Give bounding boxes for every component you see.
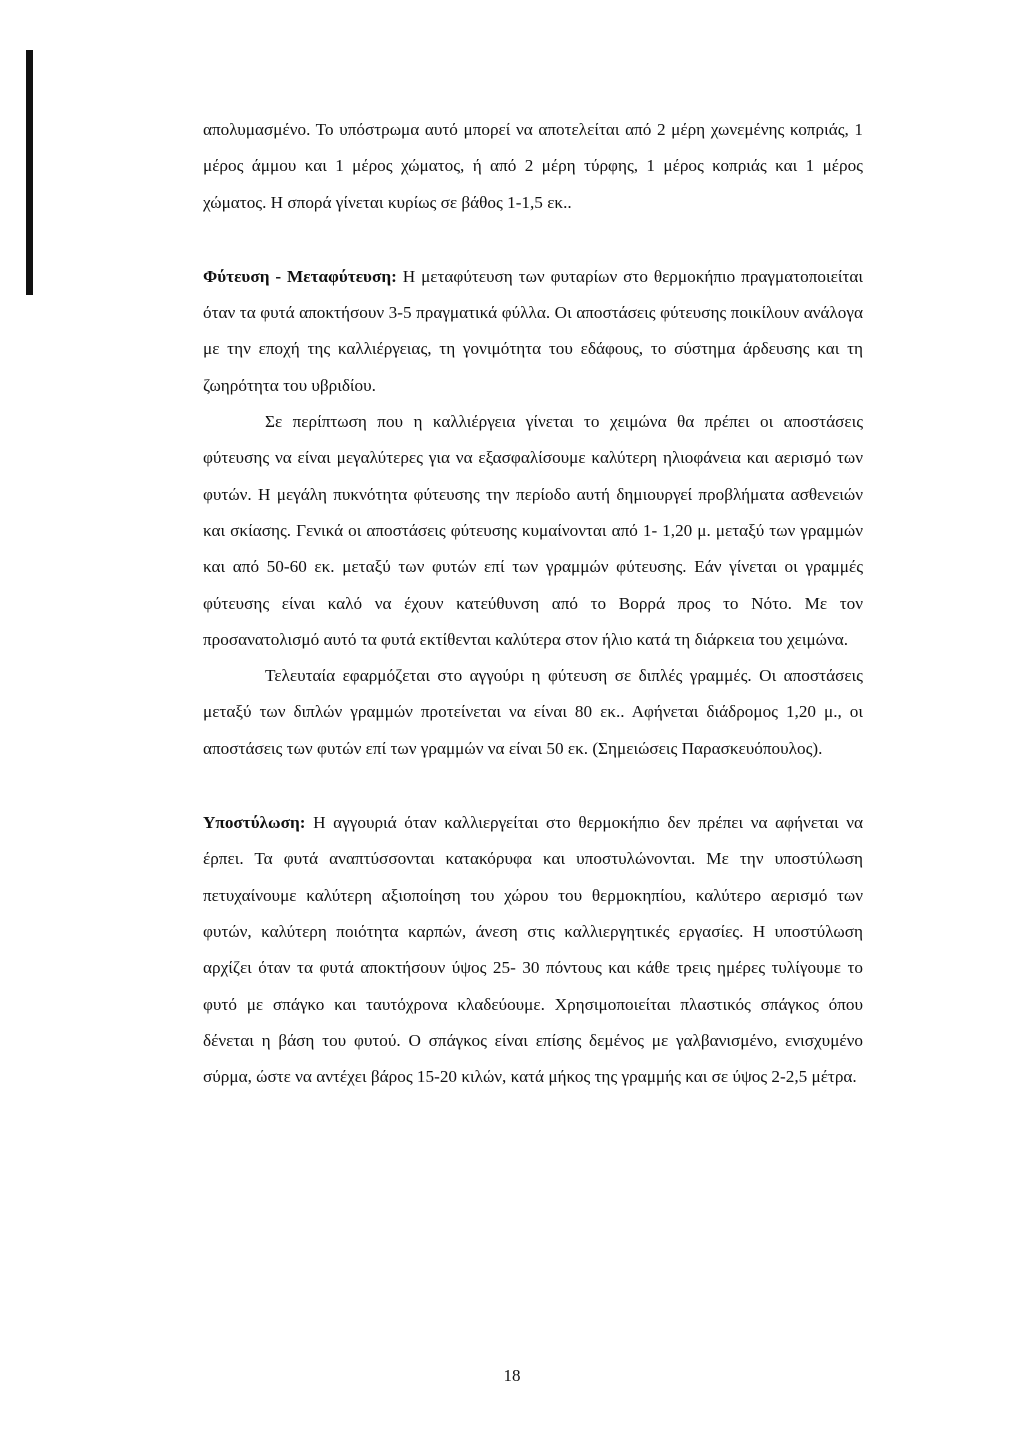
heading-staking: Υποστύλωση: <box>203 813 306 833</box>
page-number: 18 <box>503 1366 521 1385</box>
paragraph-staking <box>203 805 863 1095</box>
paragraph-planting <box>203 259 863 404</box>
document-body <box>203 112 863 1095</box>
heading-planting: Φύτευση - Μεταφύτευση: <box>203 266 397 286</box>
paragraph-planting-text: Η μεταφύτευση των φυταρίων στο θερμοκήπιο πραγματοποιείται όταν τα φυτά αποκτήσουν 3-5 πραγματικά φύλλα. Οι αποστάσεις φύτευσης ποικίλουν ανάλογα με την εποχή της καλλιέργειας, τη γονιμότητα του εδάφους, το σύστημα άρδευσης και τη ζωηρότητα του υβριδίου. <box>203 266 864 395</box>
scan-edge-mark <box>26 50 33 295</box>
paragraph-winter-spacing: Σε περίπτωση που η καλλιέργεια γίνεται το χειμώνα θα πρέπει οι αποστάσεις φύτευσης να είναι μεγαλύτερες για να εξασφαλίσουμε καλύτερη ηλιοφάνεια και αερισμό των φυτών. Η μεγάλη πυκνότητα φύτευσης την περίοδο αυτή δημιουργεί προβλήματα ασθενειών και σκίασης. Γενικά οι αποστάσεις φύτευσης κυμαίνονται από 1- 1,20 μ. μεταξύ των γραμμών και από 50-60 εκ. μεταξύ των φυτών επί των γραμμών φύτευσης. Εάν γίνεται οι γραμμές φύτευσης είναι καλό να έχουν κατεύθυνση από το Βορρά προς το Νότο. Με τον προσανατολισμό αυτό τα φυτά εκτίθενται καλύτερα στον ήλιο κατά τη διάρκεια του χειμώνα. <box>203 412 863 649</box>
paragraph-substrate: απολυμασμένο. Το υπόστρωμα αυτό μπορεί να αποτελείται από 2 μέρη χωνεμένης κοπριάς, 1 μέρος άμμου και 1 μέρος χώματος, ή από 2 μέρη τύρφης, 1 μέρος κοπριάς και 1 μέρος χώματος. Η σπορά γίνεται κυρίως σε βάθος 1-1,5 εκ.. <box>203 120 863 212</box>
paragraph-double-rows: Τελευταία εφαρμόζεται στο αγγούρι η φύτευση σε διπλές γραμμές. Οι αποστάσεις μεταξύ των διπλών γραμμών προτείνεται να είναι 80 εκ.. Αφήνεται διάδρομος 1,20 μ., οι αποστάσεις των φυτών επί των γραμμών να είναι 50 εκ. (Σημειώσεις Παρασκευόπουλος). <box>203 666 863 758</box>
paragraph-staking-text: Η αγγουριά όταν καλλιεργείται στο θερμοκήπιο δεν πρέπει να αφήνεται να έρπει. Τα φυτά αναπτύσσονται κατακόρυφα και υποστυλώνονται. Με την υποστύλωση πετυχαίνουμε καλύτερη αξιοποίηση του χώρου του θερμοκηπίου, καλύτερο αερισμό των φυτών, καλύτερη ποιότητα καρπών, άνεση στις καλλιεργητικές εργασίες. Η υποστύλωση αρχίζει όταν τα φυτά αποκτήσουν ύψος 25- 30 πόντους και κάθε τρεις ημέρες τυλίγουμε το φυτό με σπάγκο και ταυτόχρονα κλαδεύουμε. Χρησιμοποιείται πλαστικός σπάγκος όπου δένεται η βάση του φυτού. Ο σπάγκος είναι επίσης δεμένος με γαλβανισμένο, ενισχυμένο σύρμα, ώστε να αντέχει βάρος 15-20 κιλών, κατά μήκος της γραμμής και σε ύψος 2-2,5 μέτρα. <box>203 813 863 1087</box>
